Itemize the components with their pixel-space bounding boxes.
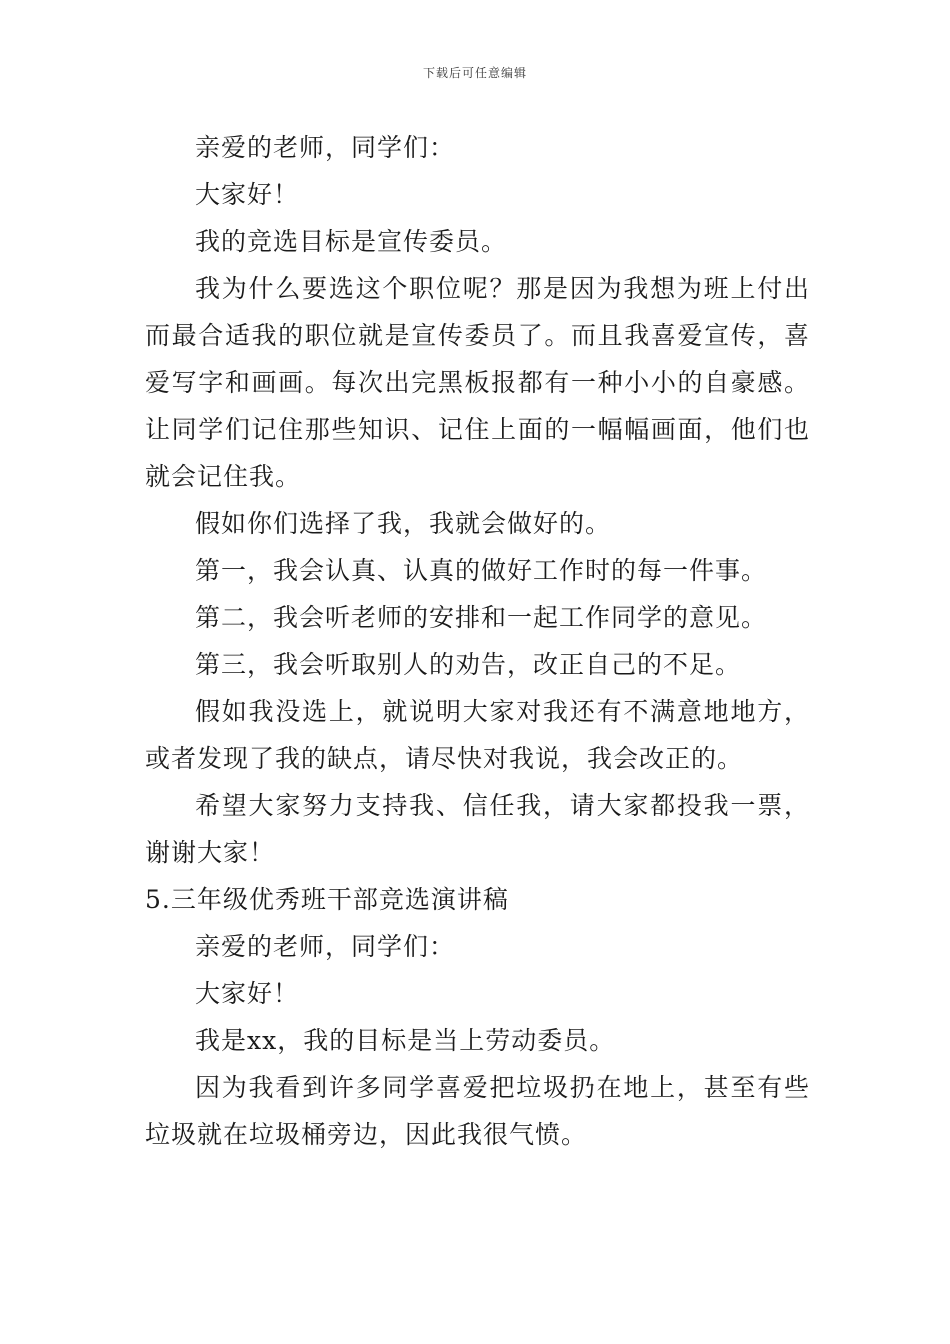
paragraph-hello-2: 大家好！: [195, 979, 300, 1008]
paragraph-reason: 我为什么要选这个职位呢？那是因为我想为班上付出而最合适我的职位就是宣传委员了。而且我喜爱宣传，喜爱写字和画画。每次出完黑板报都有一种小小的自豪感。让同学们记住那些知识、记住上面的一幅幅画面，他们也就会记住我。: [145, 274, 810, 491]
paragraph-goal: 我的竞选目标是宣传委员。: [195, 227, 508, 256]
paragraph-second: 第二，我会听老师的安排和一起工作同学的意见。: [195, 603, 768, 632]
paragraph-third: 第三，我会听取别人的劝告，改正自己的不足。: [195, 650, 742, 679]
section-heading: 5.三年级优秀班干部竞选演讲稿: [145, 885, 509, 914]
paragraph-promise: 假如你们选择了我，我就会做好的。: [195, 509, 612, 538]
page-header-note: 下载后可任意编辑: [422, 66, 527, 80]
paragraph-closing: 希望大家努力支持我、信任我，请大家都投我一票，谢谢大家！: [145, 791, 810, 867]
paragraph-if-not-elected: 假如我没选上，就说明大家对我还有不满意地地方，或者发现了我的缺点，请尽快对我说，我会改正的。: [145, 697, 810, 773]
paragraph-first: 第一，我会认真、认真的做好工作时的每一件事。: [195, 556, 768, 585]
paragraph-goal-2: 我是xx，我的目标是当上劳动委员。: [195, 1026, 616, 1055]
paragraph-hello: 大家好！: [195, 180, 300, 209]
paragraph-greeting-2: 亲爱的老师，同学们：: [195, 932, 456, 961]
paragraph-greeting: 亲爱的老师，同学们：: [195, 133, 456, 162]
document-body: [145, 124, 810, 1158]
paragraph-reason-2: 因为我看到许多同学喜爱把垃圾扔在地上，甚至有些垃圾就在垃圾桶旁边，因此我很气愤。: [145, 1073, 810, 1149]
